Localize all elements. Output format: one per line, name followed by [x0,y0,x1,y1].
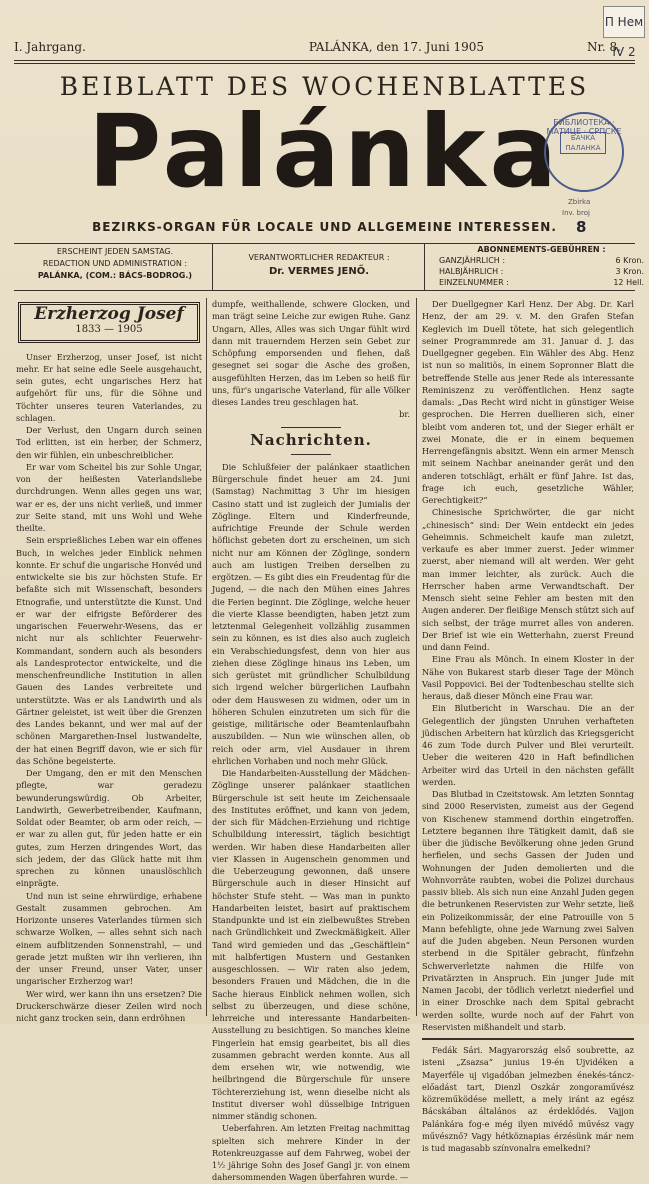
editor-name: Dr. VERMES JENŐ. [268,266,370,277]
news-item: Ein Blutbericht in Warschau. Die an der Gelegentlich der jüngsten Unruhen verhafteten jüdischen Arbeitern hat kürzlich das Kriegsgericht 46 zum Tode durch Pulver und Blei verurteilt. Ueber die weiteren 420 in Haft befindlichen Arbeiter wird das Urteil in den nächsten gefällt werden. [422,703,634,787]
article-paragraph: Der Umgang, den er mit den Menschen pflegte, war geradezu bewunderungswürdig. Ob Arbeiter, Landwirth, Gewerbetreibender, Kaufmann, Soldat oder Beamter, ob arm oder reich, — er war zu allen gut, für jeden hatte er ein gutes, zum Herzen dringendes Wort, das sich jedem, der das Glück hatte mit ihm sprechen zu können unauslöschlich einprägte. [16,768,202,889]
redaction-address: PALÁNKA, (COM.: BÁCS-BODROG.) [37,271,193,280]
obituary-title-box [18,302,200,343]
obituary-dates: 1833 — 1905 [75,324,143,336]
article-paragraph: dumpfe, weithallende, schwere Glocken, und man trägt seine Leiche zur ewigen Ruhe. Ganz Ungarn, Alles, Alles was sich Ungar fühlt wird dann mit trauerndem Herzen sein Gebet zur Schöpfung emporsenden und flehen, daß gesegnet sei sogar die Asche des großen, ausgefühlten Herzen, das im Leben so heiß für uns, für's ungarische Vaterland, für alle Völker dieses Landes treu geschlagen hat. [212,299,410,407]
article-paragraph: Unser Erzherzog, unser Josef, ist nicht mehr. Er hat seine edle Seele ausgehaucht, sein gutes, echt ungarisches Herz hat aufgehört für uns, für die Söhne und Töchter unseres teuren Vaterlandes, zu schlagen. [16,351,202,423]
editor-info [219,252,419,278]
article-paragraph: Er war vom Scheitel bis zur Sohle Ungar, von der heißesten Vaterlandsliebe durchdrungen. Wenn alles gegen uns war, war er es, der uns nicht verließ, und immer zur Seite stand, mit uns Wohl und Wehe theilte. [16,461,202,533]
column-news [212,298,410,1183]
price-row [439,277,644,288]
article-signature: br. [399,409,410,420]
news-item: Die Schlußfeier der palánkaer staatlichen Bürgerschule findet heuer am 24. Juni (Samstag) Nachmittag 3 Uhr im hiesigen Casino statt und ist zugleich der Jumialis der Zöglinge. Eltern und Kinderfreunde, aufrichtige Freunde der Schule werden höflichst gebeten dort zu erscheinen, um sich nicht nur am Können der Zöglinge, sondern auch am lustigen Treiben derselben zu ergötzen. — Es gibt dies ein Freudentag für die Jugend, — die nach den Mühen eines Jahres die Ferien beginnt. Die Zöglinge, welche heuer die vierte Klasse beendigten, haben jetzt zum letztenmal Gelegenheit vollzählig zusammen sein zu können, es ist dies also auch zugleich ein Verabschiedungsfest, denn von hier aus ziehen diese Zöglinge hinaus ins Leben, um sich gerüstet mit gründlicher Schulbildung sich irgend welcher bürgerlichen Laufbahn oder dem Hauswesen zu widmen, oder um in höheren Schulen einzutreten um sich für die geistige, militärische oder Beamtenlaufbahn auszubilden. — Nun wie wünschen allen, ob reich oder arm, viel Ausdauer in ihrem ehrlichen Vorhaben und noch mehr Glück. [212,461,410,766]
price-label: EINZELNUMMER : [439,278,509,287]
price-value: 6 Kron. [615,256,644,265]
news-item-hungarian: Fedák Sári. Magyarország első soubrette, az isteni „Zsazsa“ junius 19-én Ujvidéken a Mayerféle uj vigadóban jelmezben énekés-táncz-előadást tart, Dienzl Oszkár zongoraművész közreműködése mellett, a mely iránt az egész Bácskában általános az érdeklődés. Vajjon Palánkára fog-e még ilyen mivédő művész vagy művésznő? Vagy hétköznapias érzésünk már nem is tud magasabb színvonalra emelkedni? [422,1045,634,1153]
news-item: Eine Frau als Mönch. In einem Kloster in der Nähe von Bukarest starb dieser Tage der Mönch Vasil Poppovici. Bei der Todtenbeschau stellte sich heraus, daß dieser Mönch eine Frau war. [422,654,634,701]
top-rule [14,60,635,61]
subscription-prices [439,244,644,288]
dateline-row [14,40,635,54]
price-label: HALBJÄHRLICH : [439,267,504,276]
inventory-label-2: Inv. broj [562,209,590,217]
obituary-title: Erzherzog Josef [34,304,184,324]
library-stamp-text: БИБЛИОТЕКА · МАТИЦЕ · СРПСКЕ [546,118,622,136]
publication-frequency: ERSCHEINT JEDEN SAMSTAG. [56,247,174,256]
price-row [439,266,644,277]
top-rule-2 [14,63,635,64]
editor-label: VERANTWORTLICHER REDAKTEUR : [248,253,390,262]
info-divider-2 [424,244,425,290]
inventory-number-value: 8 [576,218,587,236]
volume-label: I. Jahrgang. [14,40,86,54]
section-heading: Nachrichten. [250,430,372,449]
news-item: Das Blutbad in Czeitstowsk. Am letzten Sonntag sind 2000 Reservisten, zumeist aus der Gegend von Kischenew stammend dorthin eingetroffen. Letztere begannen ihre Tätigkeit damit, daß sie über die jüdische Bevölkerung ohne jeden Grund herfielen, und sechs Gassen der Juden und Wohnungen der Juden demolierten und die Wohnvorräte raubten, wobei die Polizei durchaus passiv blieb. Als sich nun eine Anzahl Juden gegen die betrunkenen Reservisten zur Wehr setzte, ließ ein Polizeikommissär, der eine Patrouille von 5 Mann befehligte, ohne jede Warnung zwei Salven auf die Juden abgeben. Neun Personen wurden sterbend in die Spitäler gebracht, fünfzehn Schwerverletzte nahmen die Hilfe von Privatärzten in Anspruch. Ein junger Jude mit Namen Jacobi, der tödlich verletzt niederfiel und in einer Droschke nach dem Spital gebracht werden sollte, wurde noch auf der Fahrt von Reservisten mißhandelt und starb. [422,789,634,1032]
price-value: 12 Hell. [613,278,644,287]
article-paragraph: Wer wird, wer kann ihn uns ersetzen? Die Druckerschwärze dieser Zeilen wird noch nicht ganz trocken sein, dann erdröhnen [16,988,202,1023]
news-item: Chinesische Sprichwörter, die gar nicht „chinesisch“ sind: Der Wein entdeckt ein jedes Geheimnis. Schmeichelt kaufe man zuletzt, verkaufe es aber immer zuerst. Jeder wimmer zuerst, aber niemand will alt werden. Wer geht man immer leichter, als zurück. Auch die Herrscher haben arme Verwandtschaft. Der Mensch sieht seine Fehler am besten mit den Augen anderer. Der fleißige Mensch stützt sich auf sich selbst, der träge murret alles von anderen. Der Brief ist wie ein Wetterhahn, zuerst Freund und dann Feind. [422,507,634,652]
price-value: 3 Kron. [615,267,644,276]
issue-number: Nr. 8. [587,40,621,54]
column-news-2 [422,298,634,1153]
beiblatt-title: BEIBLATT DES WOCHENBLATTES [59,72,590,101]
publication-info [20,246,210,282]
article-divider [422,1038,634,1040]
section-divider [281,427,341,428]
catalog-tag: П Нем IV 2 [603,6,645,38]
info-row [14,243,644,291]
price-label: GANZJÄHRLICH : [439,256,506,265]
section-divider [291,454,331,455]
column-rule-2 [416,298,417,1016]
info-divider-1 [212,244,213,290]
news-item: Die Handarbeiten-Ausstellung der Mädchen-Zöglinge unserer palánkaer staatlichen Bürgerschule ist seit heute im Zeichensaale des Institutes eröffnet, und kann von jedem, der sich für Mädchen-Erziehung und richtige Schulbildung interessirt, täglich besichtigt werden. Wir haben diese Handarbeiten aller vier Klassen in Augenschein genommen und die Ueberzeugung gewonnen, daß unsere Bürgerschule auch in dieser Hinsicht auf höchster Stufe steht. — Was man in punkto Handarbeiten leistet, basirt auf praktischem Standpunkte und ist ein zielbewußtes Streben nach Gründlichkeit und Zweckmäßigkeit. Aller Tand wird gemieden und das „Geschäftlein“ mit halbfertigen Mustern und Gestanken ausgeschlossen. — Wir raten also jedem, besonders Frauen und Mädchen, die in die Sache hieraus Einblick nehmen wollen, sich selbst zu überzeugen, und diese schöne, lehrreiche und interessante Handarbeiten-Ausstellung zu besichtigen. So manches kleine Fingerlein hat emsig gearbeitet, bis all dies zusammen gebracht werden konnte. Aus all dem ersehen wir, wie notwendig, wie heilbringend die Bürgerschule für unsere Töchtererziehung ist, wenn dieselbe nicht als Institut diverser wohl düsselbige Intriguen nimmer ständig schonen. [212,768,410,1121]
price-row [439,255,644,266]
library-stamp-inner: БАЧКА ПАЛАНКА [560,132,606,154]
news-item: Ueberfahren. Am letzten Freitag nachmittag spielten sich mehrere Kinder in der Rotenkreuzgasse auf dem Fahrweg, wobei der 1½ jährige Sohn des Josef Gangl jr. von einem dahersommenden Wagen überfahren wurde. — [212,1123,410,1183]
subtitle: BEZIRKS-ORGAN FÜR LOCALE UND ALLGEMEINE INTERESSEN. [92,220,557,234]
article-paragraph: Der Verlust, den Ungarn durch seinen Tod erlitten, ist ein herber, der Schmerz, den wir fühlen, ein unbeschreiblicher. [16,425,202,460]
news-item: Der Duellgegner Karl Henz. Der Abg. Dr. Karl Henz, der am 29. v. M. den Grafen Stefan Keglevich im Duell tötete, hat sich gelegentlich seiner Programmrede am 31. Januar d. J. das Duellgegner gegeben. Ein Wähler des Abg. Henz ist nun so malitiös, in einem Sopronner Blatt die betreffende Stelle aus jener Rede als interessante Reminiszenz zu veröffentlichen. Henz sagte damals: „Das Recht wird nicht in günstiger Weise gesprochen. Die Herren duellieren sich, einer bleibt vom anderen tot, und der Sieger erhält er zwei Monate, die er in einem bequemen Herrengefängnis absitzt. Wenn ein armer Mensch mit seinem Nachbar aneinander gerät und den anderen totschlägt, erhält er fünf Jahre. Ist das, frage ich euch, gesetzliche Wähler, Gerechtigkeit?“ [422,299,634,505]
dateline: PALÁNKA, den 17. Juni 1905 [308,40,485,54]
column-obituary [16,298,202,1023]
masthead-title: Palánka [87,93,562,210]
article-paragraph: Und nun ist seine ehrwürdige, erhabene Gestalt zusammen gebrochen. Am Horizonte unseres Vaterlandes türmen sich schwarze Wolken, — alles sehnt sich nach einem aufblitzenden Sonnenstrahl, — und gerade jetzt mußten wir ihn verlieren, ihn der unser Freund, unser Vater, unser ungarischer Erzherzog war! [16,890,202,987]
library-stamp [544,112,624,192]
prices-title: ABONNEMENTS-GEBÜHREN : [477,245,606,254]
inventory-label-1: Zbirka [568,198,591,206]
article-paragraph: Sein ersprießliches Leben war ein offenes Buch, in welches jeder Einblick nehmen konnte. Er schuf die ungarische Honvéd und entwickelte sie bis zur höchsten Stufe. Er befaßte sich mit Wissenschaft, besonders Etnografie, und unterstützte die Kunst. Und er war der eifrigste Beförderer des ungarischen Feuerwehr-Wesens, das er nicht nur als schlichter Feuerwehr-Kommandant, sondern auch als besonders als Landesprotector entwickelte, und die menschenfreundliche Institution in allen Gauen des Landes verbreitete und unterstützte. Was er als Landwirth und als Gärtner geleistet, ist weit über die Grenzen des Landes bekannt, und wer mal auf der schönen Margarethen-Insel lustwandelte, der hat einen Begriff davon, wie er sich für das Schöne begeisterte. [16,535,202,766]
redaction-label: REDACTION UND ADMINISTRATION : [42,259,188,268]
column-rule-1 [206,298,207,1016]
